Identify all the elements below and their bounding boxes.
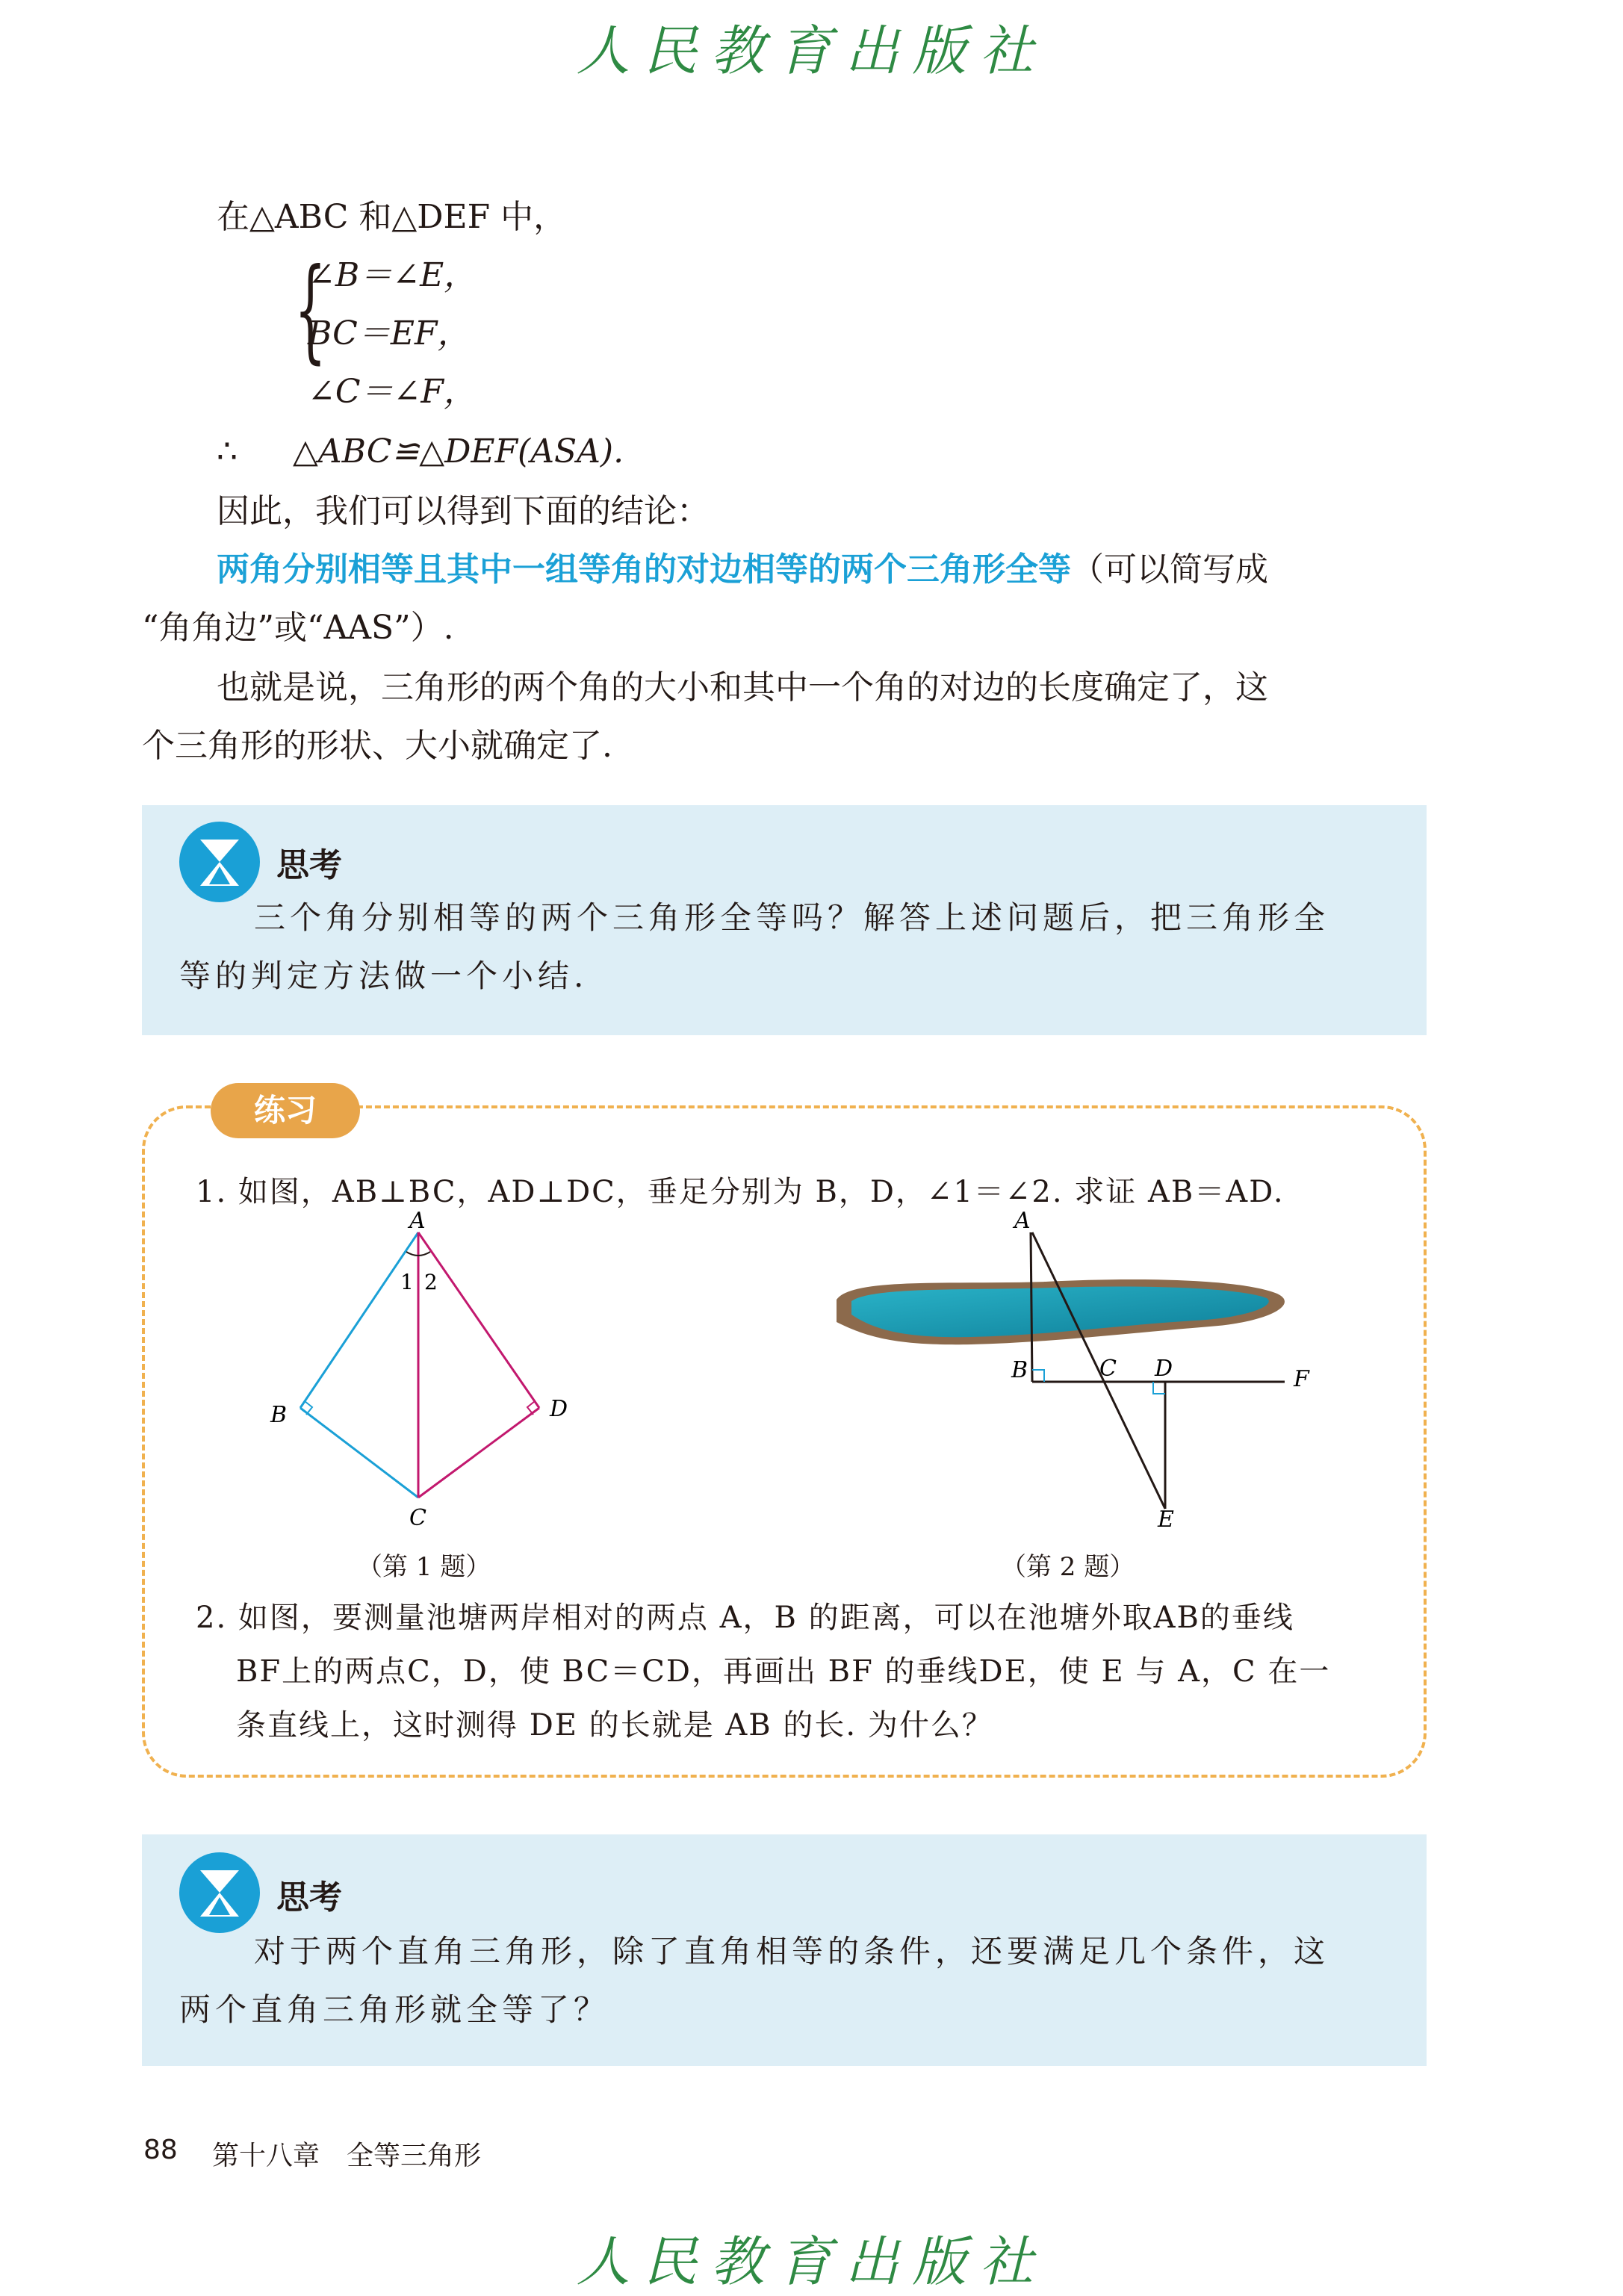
fig2-right-angle-b xyxy=(1032,1370,1044,1382)
chapter-title: 第十八章 全等三角形 xyxy=(212,2141,482,2171)
fig2-label-c: C xyxy=(1099,1356,1117,1382)
publisher-logo-bottom: 人民教育出版社 xyxy=(576,2230,1047,2293)
fig1-label-b: B xyxy=(270,1402,288,1428)
fig2-label-e: E xyxy=(1158,1507,1174,1531)
fig1-label-1: 1 xyxy=(400,1270,414,1294)
think-box-1 xyxy=(142,805,1427,1035)
fig1-caption: （第 1 题） xyxy=(357,1552,491,1582)
fig2-caption: （第 2 题） xyxy=(1001,1552,1135,1582)
figure-1 xyxy=(254,1210,605,1531)
therefore-symbol: ∴ xyxy=(217,432,238,471)
theorem-line xyxy=(217,541,1268,599)
fig1-edge-dc xyxy=(418,1408,539,1498)
fig1-label-2: 2 xyxy=(424,1270,438,1294)
exercise-q1: 1. 如图，AB⊥BC，AD⊥DC，垂足分别为 B，D，∠1＝∠2. 求证 AB＝AD. xyxy=(196,1175,1285,1209)
think-icon xyxy=(179,822,260,902)
fig1-label-d: D xyxy=(550,1396,568,1422)
proof-intro: 在△ABC 和△DEF 中， xyxy=(217,198,567,236)
fig1-label-c: C xyxy=(409,1505,426,1531)
exercise-tab: 练习 xyxy=(211,1083,360,1138)
fig2-label-d: D xyxy=(1155,1356,1173,1382)
think-title-1: 思考 xyxy=(276,846,342,884)
think2-line-2: 两个直角三角形就全等了？ xyxy=(179,1991,610,2028)
lead-text: 因此，我们可以得到下面的结论： xyxy=(217,492,710,530)
explain-line-2: 个三角形的形状、大小就确定了. xyxy=(142,727,612,765)
theorem-note: （可以简写成 xyxy=(1071,550,1268,589)
theorem-text: 两角分别相等且其中一组等角的对边相等的两个三角形全等 xyxy=(217,550,1071,589)
fig1-label-a: A xyxy=(409,1210,426,1234)
fig2-label-f: F xyxy=(1294,1366,1309,1392)
think-box-2 xyxy=(142,1834,1427,2066)
proof-line-1: ∠B＝∠E， xyxy=(308,256,477,294)
explain-line-1: 也就是说，三角形的两个角的大小和其中一个角的对边的长度确定了，这 xyxy=(217,668,1268,707)
brace: { xyxy=(294,245,326,375)
proof-line-2: BC＝EF， xyxy=(308,314,471,353)
proof-conclusion: △ABC≌△DEF(ASA). xyxy=(293,432,624,471)
fig2-line-ae xyxy=(1032,1232,1165,1509)
fig2-right-angle-d xyxy=(1153,1382,1165,1394)
fig2-label-b: B xyxy=(1011,1357,1028,1383)
fig2-label-a: A xyxy=(1014,1210,1031,1234)
think-title-2: 思考 xyxy=(276,1878,342,1917)
exercise-q2-line-2: BF上的两点C，D，使 BC＝CD，再画出 BF 的垂线DE，使 E 与 A，C 在一 xyxy=(236,1654,1331,1689)
fig1-edge-bc xyxy=(300,1408,418,1498)
proof-line-3: ∠C＝∠F， xyxy=(308,373,477,411)
fig1-edge-ab xyxy=(300,1232,418,1408)
publisher-logo-top: 人民教育出版社 xyxy=(576,19,1047,82)
fig1-edge-ad xyxy=(418,1232,539,1408)
think1-line-2: 等的判定方法做一个小结. xyxy=(179,958,589,994)
figure-2 xyxy=(822,1210,1329,1531)
think-icon xyxy=(179,1852,260,1933)
exercise-q2-line-1: 2. 如图，要测量池塘两岸相对的两点 A，B 的距离，可以在池塘外取AB的垂线 xyxy=(196,1601,1294,1635)
theorem-note-2: “角角边”或“AAS”）. xyxy=(142,609,454,647)
page-number: 88 xyxy=(143,2135,178,2165)
pond-water xyxy=(851,1287,1269,1338)
fig2-line-ab xyxy=(1031,1232,1032,1382)
exercise-q2-line-3: 条直线上，这时测得 DE 的长就是 AB 的长. 为什么？ xyxy=(236,1708,993,1743)
think2-line-1: 对于两个直角三角形，除了直角相等的条件，还要满足几个条件，这 xyxy=(254,1933,1330,1970)
think1-line-1: 三个角分别相等的两个三角形全等吗？解答上述问题后，把三角形全 xyxy=(254,899,1330,936)
